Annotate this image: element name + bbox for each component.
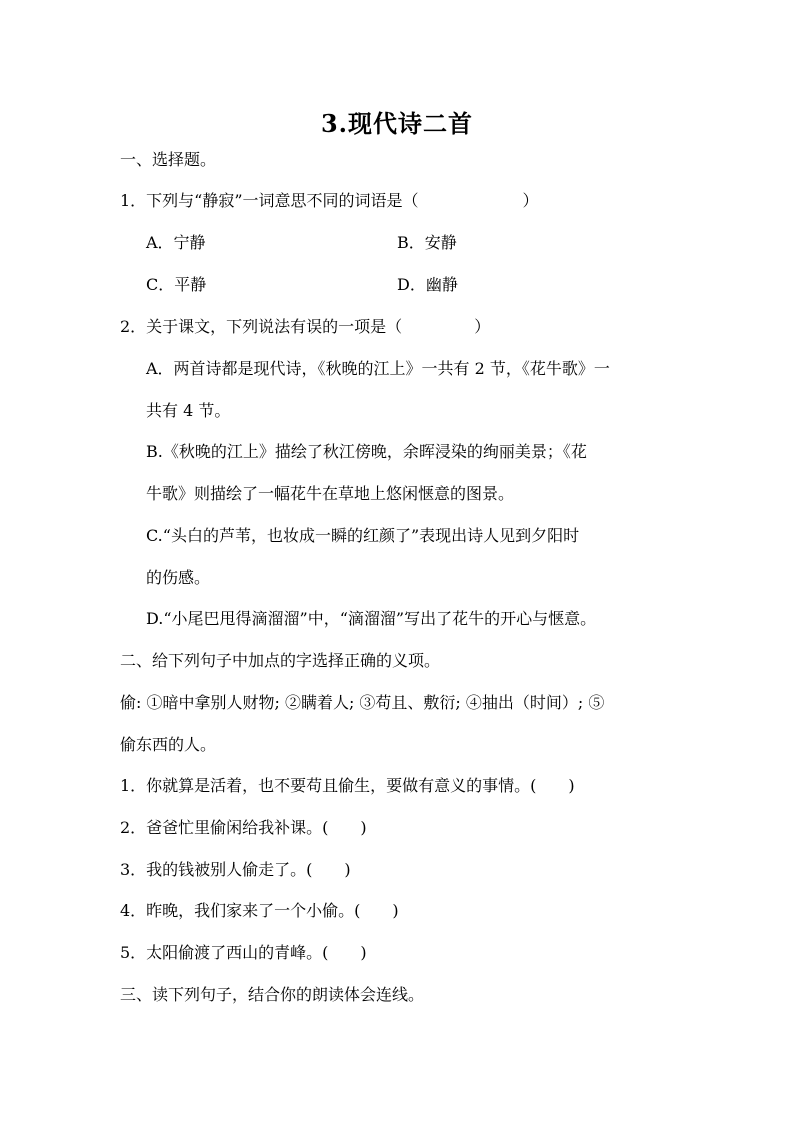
section1-heading: 一、选择题。 <box>120 150 217 169</box>
option-b: B．安静 <box>397 233 457 252</box>
definition-line: 偷: ①暗中拿别人财物; ②瞒着人; ③苟且、敷衍; ④抽出（时间）; ⑤ <box>120 693 605 712</box>
question-2-line: C.“头白的芦苇，也妆成一瞬的红颜了”表现出诗人见到夕阳时 <box>146 526 580 545</box>
question-2-stem: 2．关于课文，下列说法有误的一项是（ <box>120 317 403 336</box>
page-title: 3.现代诗二首 <box>320 109 474 138</box>
question-2-line: A．两首诗都是现代诗，《秋晚的江上》一共有 2 节，《花牛歌》一 <box>146 359 610 378</box>
sentence-item: 2．爸爸忙里偷闲给我补课。( ) <box>120 818 367 837</box>
sentence-item: 1．你就算是活着，也不要苟且偷生，要做有意义的事情。( ) <box>120 776 575 795</box>
question-2-line: B.《秋晚的江上》描绘了秋江傍晚，余晖浸染的绚丽美景；《花 <box>146 442 587 461</box>
question-2-line: 共有 4 节。 <box>146 401 231 420</box>
sentence-item: 5．太阳偷渡了西山的青峰。( ) <box>120 943 367 962</box>
option-a: A．宁静 <box>146 233 206 252</box>
definition-line: 偷东西的人。 <box>120 735 217 754</box>
question-2-line: 的伤感。 <box>146 568 211 587</box>
option-c: C．平静 <box>146 275 207 294</box>
section2-heading: 二、给下列句子中加点的字选择正确的义项。 <box>120 651 441 670</box>
section3-heading: 三、读下列句子，结合你的朗读体会连线。 <box>120 985 425 1004</box>
question-1-close: ） <box>522 191 539 210</box>
sentence-item: 3．我的钱被别人偷走了。( ) <box>120 860 351 879</box>
question-2 <box>120 317 490 337</box>
question-2-line: D.“小尾巴甩得滴溜溜”中，“滴溜溜”写出了花牛的开心与惬意。 <box>146 609 597 628</box>
question-2-close: ） <box>474 317 491 336</box>
question-1 <box>120 191 539 211</box>
question-2-line: 牛歌》则描绘了一幅花牛在草地上悠闲惬意的图景。 <box>146 484 515 503</box>
option-d: D．幽静 <box>397 275 458 294</box>
question-1-stem: 1．下列与“静寂”一词意思不同的词语是（ <box>120 191 419 210</box>
sentence-item: 4．昨晚，我们家来了一个小偷。( ) <box>120 901 399 920</box>
